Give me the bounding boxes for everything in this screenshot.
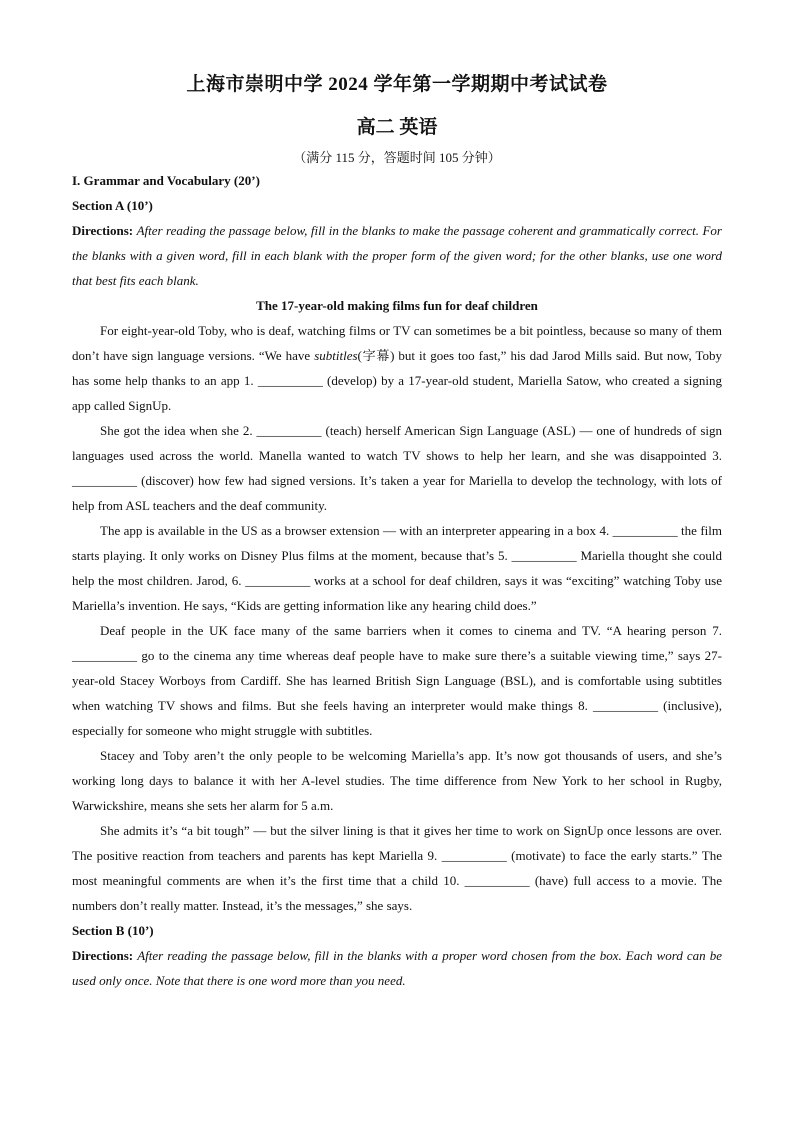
section-a-directions (72, 218, 722, 293)
section-b-directions (72, 943, 722, 993)
passage-title: The 17-year-old making films fun for deaf children (256, 298, 538, 313)
directions-label: Directions: (72, 223, 137, 238)
score-time-note: （满分 115 分，答题时间 105 分钟） (293, 150, 501, 165)
directions-text: After reading the passage below, fill in the blanks with a proper word chosen from the box. Each word can be used only once. Note that there is one word more than you need. (72, 948, 722, 988)
exam-title: 上海市崇明中学 2024 学年第一学期期中考试试卷 (186, 74, 608, 95)
passage-paragraph-5: Stacey and Toby aren’t the only people to be welcoming Mariella’s app. It’s now got thousands of users, and she’s working long days to balance it with her A-level studies. The time difference from New York to her school in Rugby, Warwickshire, means she sets her alarm for 5 a.m. (72, 748, 722, 813)
paragraph-text: For eight-year-old Toby, who is deaf, watching films or TV can sometimes be a bit pointless, because so many of them don’t have sign language versions. “We have (72, 323, 722, 363)
directions-text: After reading the passage below, fill in the blanks to make the passage coherent and grammatically correct. For the blanks with a given word, fill in each blank with the proper form of the given word; for the other blanks, use one word that best fits each blank. (72, 223, 722, 288)
passage-paragraph-1 (72, 318, 722, 418)
part-heading: I. Grammar and Vocabulary (20’) (72, 173, 260, 188)
emphasis-word: subtitles (314, 348, 358, 363)
passage-paragraph-6: She admits it’s “a bit tough” — but the silver lining is that it gives her time to work on SignUp once lessons are over. The positive reaction from teachers and parents has kept Mariella 9. __________ (motivate) to face the early starts.” The most meaningful comments are when it’s the first time that a child 10. __________ (have) full access to a movie. The numbers don’t really matter. Instead, it’s the messages,” she says. (72, 823, 722, 913)
section-b-heading: Section B (10’) (72, 923, 154, 938)
section-a-heading: Section A (10’) (72, 198, 153, 213)
paragraph-text: (字幕) but it goes too fast,” his dad Jarod Mills said. But now, Toby has some help thanks to an app 1. __________ (develop) by a 17-year-old student, Mariella Satow, who created a signing app called SignUp. (72, 348, 723, 413)
passage-paragraph-3: The app is available in the US as a browser extension — with an interpreter appearing in a box 4. __________ the film starts playing. It only works on Disney Plus films at the moment, because that’s 5. __________ Mariella thought she could help the most children. Jarod, 6. __________ works at a school for deaf children, says it was “exciting” watching Toby use Mariella’s invention. He says, “Kids are getting information like any hearing child does.” (72, 523, 722, 613)
exam-body (72, 168, 722, 993)
passage-paragraph-2: She got the idea when she 2. __________ (teach) herself American Sign Language (ASL) — one of hundreds of sign languages used across the world. Manella wanted to watch TV shows to help her learn, and she was disappointed 3. __________ (discover) how few had signed versions. It’s taken a year for Mariella to develop the technology, with lots of help from ASL teachers and the deaf community. (72, 423, 722, 513)
passage-paragraph-4: Deaf people in the UK face many of the same barriers when it comes to cinema and TV. “A hearing person 7. __________ go to the cinema any time whereas deaf people have to make sure there’s a suitable viewing time,” says 27-year-old Stacey Worboys from Cardiff. She has learned British Sign Language (BSL), and is comfortable using subtitles when watching TV shows and films. But she feels having an interpreter would make things 8. __________ (inclusive), especially for someone who might struggle with subtitles. (72, 623, 722, 738)
directions-label: Directions: (72, 948, 138, 963)
exam-subtitle: 高二 英语 (356, 117, 438, 138)
